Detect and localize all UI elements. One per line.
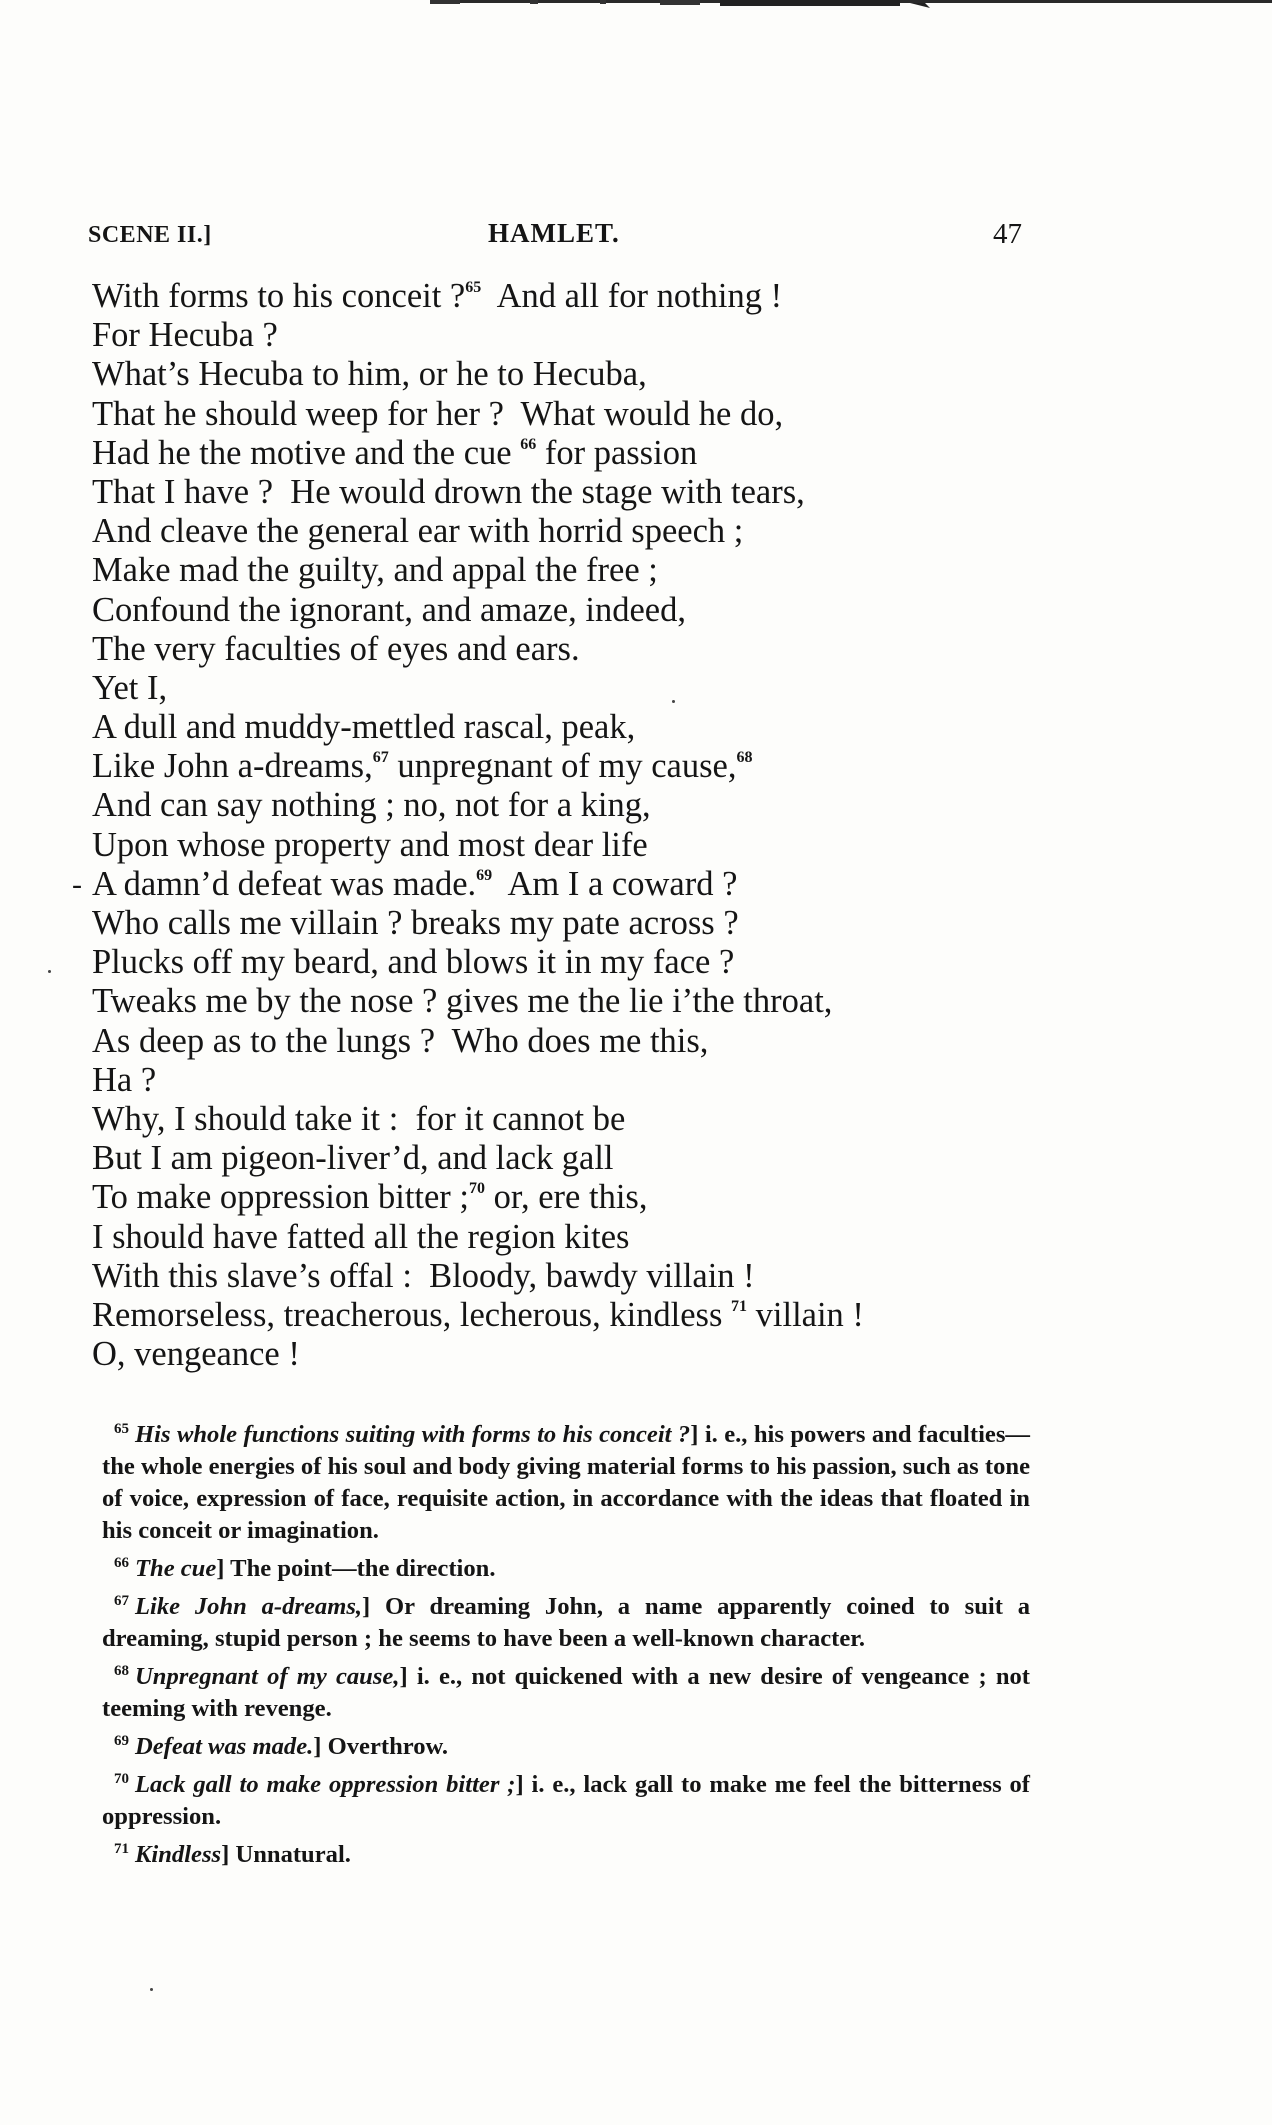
- verse-text: And can say nothing ; no, not for a king,: [92, 786, 651, 825]
- footnote-ref: 70: [469, 1180, 486, 1198]
- verse-line: [92, 395, 1052, 434]
- footnote-text: ] The point—the direction.: [216, 1555, 496, 1582]
- page-header: [88, 218, 1022, 258]
- verse-text: Ha ?: [92, 1060, 157, 1099]
- verse-text: Had he the motive and the cue: [92, 433, 521, 472]
- footnote-lemma: His whole functions suiting with forms to his conceit ?: [135, 1421, 691, 1448]
- verse-line: [92, 355, 1052, 394]
- footnote-ref: 71: [731, 1297, 748, 1315]
- footnote-lemma: Unpregnant of my cause,: [135, 1663, 400, 1690]
- footnote-text: ] Overthrow.: [313, 1733, 449, 1760]
- verse-text: Upon whose property and most dear life: [92, 825, 648, 864]
- verse-line: [92, 826, 1052, 865]
- footnote-text: ] Or dreaming John, a name apparently coined to suit a dreaming, stupid person ; he seems to have been a well-known character.: [102, 1593, 1030, 1652]
- footnote-69: [102, 1725, 1030, 1763]
- verse-line: [92, 669, 1052, 708]
- verse-line: [92, 1335, 1052, 1374]
- verse-text: O, vengeance !: [92, 1335, 300, 1374]
- page-number: 47: [993, 218, 1022, 250]
- footnote-lemma: Kindless: [135, 1841, 222, 1868]
- verse-text: for passion: [536, 433, 698, 472]
- verse-text: villain !: [747, 1295, 864, 1334]
- verse-line: [92, 943, 1052, 982]
- verse-text: Remorseless, treacherous, lecherous, kindless: [92, 1295, 732, 1334]
- verse-line: [92, 747, 1052, 786]
- footnote-68: [102, 1655, 1030, 1725]
- footnote-number: 65: [114, 1421, 129, 1437]
- verse-line: [92, 904, 1052, 943]
- verse-text: Like John a-dreams,: [92, 747, 373, 786]
- verse-text: For Hecuba ?: [92, 316, 278, 355]
- verse-line: [92, 316, 1052, 355]
- verse-text: Who calls me villain ? breaks my pate across ?: [92, 904, 739, 942]
- verse-text: or, ere this,: [485, 1178, 648, 1217]
- verse-text: I should have fatted all the region kites: [92, 1217, 630, 1256]
- footnote-lemma: Defeat was made.: [135, 1733, 314, 1760]
- footnote-text: ] i. e., his powers and faculties—the whole energies of his soul and body giving material forms to his passion, such as tone of voice, expression of face, requisite action, in accordance with the ideas that floated in his conceit or imagination.: [102, 1421, 1030, 1544]
- verse-text: With forms to his conceit ?: [92, 277, 466, 315]
- footnote-ref: 68: [736, 749, 753, 767]
- verse-line: [92, 982, 1052, 1021]
- footnote-ref: 69: [476, 866, 493, 884]
- verse-text: Make mad the guilty, and appal the free ;: [92, 551, 658, 590]
- verse-text: That I have ? He would drown the stage with tears,: [92, 472, 805, 511]
- footnote-lemma: Lack gall to make oppression bitter ;: [135, 1771, 516, 1798]
- footnote-ref: 67: [372, 749, 389, 767]
- verse-text: As deep as to the lungs ? Who does me this,: [92, 1021, 709, 1060]
- footnote-text: ] i. e., lack gall to make me feel the bitterness of oppression.: [102, 1771, 1030, 1830]
- verse-text: And cleave the general ear with horrid speech ;: [92, 512, 744, 551]
- verse-line: [92, 1257, 1052, 1296]
- verse-line: [92, 434, 1052, 473]
- verse-line: [92, 1296, 1052, 1335]
- verse-line: [92, 1022, 1052, 1061]
- footnote-lemma: Like John a-dreams,: [135, 1593, 363, 1620]
- verse-line: [92, 591, 1052, 630]
- verse-line: [92, 1178, 1052, 1217]
- verse-text: Confound the ignorant, and amaze, indeed,: [92, 590, 686, 629]
- verse-line: [92, 277, 1052, 316]
- scan-speck: [672, 700, 675, 703]
- margin-marker: -: [72, 867, 82, 901]
- verse-line: [92, 708, 1052, 747]
- scene-label: SCENE II.]: [88, 222, 212, 248]
- verse-line: [92, 473, 1052, 512]
- verse-text: Tweaks me by the nose ? gives me the lie i’the throat,: [92, 982, 833, 1021]
- verse-text: With this slave’s offal : Bloody, bawdy villain !: [92, 1256, 755, 1295]
- footnote-70: [102, 1763, 1030, 1833]
- footnote-text: ] i. e., not quickened with a new desire of vengeance ; not teeming with revenge.: [102, 1663, 1030, 1722]
- footnotes-block: [102, 1413, 1030, 1871]
- verse-text: unpregnant of my cause,: [388, 747, 737, 786]
- footnote-number: 68: [114, 1663, 129, 1679]
- footnote-71: [102, 1833, 1030, 1871]
- verse-text: But I am pigeon-liver’d, and lack gall: [92, 1139, 614, 1178]
- footnote-number: 66: [114, 1555, 129, 1571]
- footnote-number: 70: [114, 1771, 129, 1787]
- footnote-ref: 65: [465, 279, 482, 296]
- footnote-number: 67: [114, 1593, 129, 1609]
- verse-line: [72, 864, 1052, 904]
- verse-line: [92, 1139, 1052, 1178]
- verse-line: [92, 551, 1052, 590]
- verse-text: And all for nothing !: [481, 277, 783, 315]
- verse-text: Why, I should take it : for it cannot be: [92, 1099, 626, 1138]
- verse-text: Plucks off my beard, and blows it in my face ?: [92, 943, 735, 982]
- top-edge-scan-marks: [430, 0, 950, 10]
- footnote-lemma: The cue: [135, 1555, 217, 1582]
- footnote-text: ] Unnatural.: [221, 1841, 351, 1868]
- running-title: HAMLET.: [488, 218, 620, 248]
- verse-text: What’s Hecuba to him, or he to Hecuba,: [92, 355, 647, 394]
- footnote-ref: 66: [520, 435, 537, 453]
- verse-text: The very faculties of eyes and ears.: [92, 629, 580, 668]
- footnote-67: [102, 1585, 1030, 1655]
- footnote-number: 69: [114, 1733, 129, 1749]
- scan-speck: [48, 970, 51, 973]
- footnote-number: 71: [114, 1841, 129, 1857]
- verse-text: To make oppression bitter ;: [92, 1178, 470, 1217]
- scan-speck: [150, 1988, 153, 1991]
- verse-block: [72, 277, 1052, 1374]
- verse-text: A damn’d defeat was made.: [92, 864, 477, 903]
- verse-line: [92, 1100, 1052, 1139]
- verse-text: A dull and muddy-mettled rascal, peak,: [92, 708, 636, 747]
- verse-line: [92, 1061, 1052, 1100]
- verse-line: [92, 1218, 1052, 1257]
- verse-text: Yet I,: [92, 668, 168, 707]
- verse-line: [92, 786, 1052, 825]
- verse-text: That he should weep for her ? What would he do,: [92, 394, 784, 433]
- verse-line: [92, 630, 1052, 669]
- footnote-66: [102, 1547, 1030, 1585]
- verse-text: Am I a coward ?: [492, 864, 738, 903]
- verse-line: [92, 512, 1052, 551]
- footnote-65: [102, 1413, 1030, 1547]
